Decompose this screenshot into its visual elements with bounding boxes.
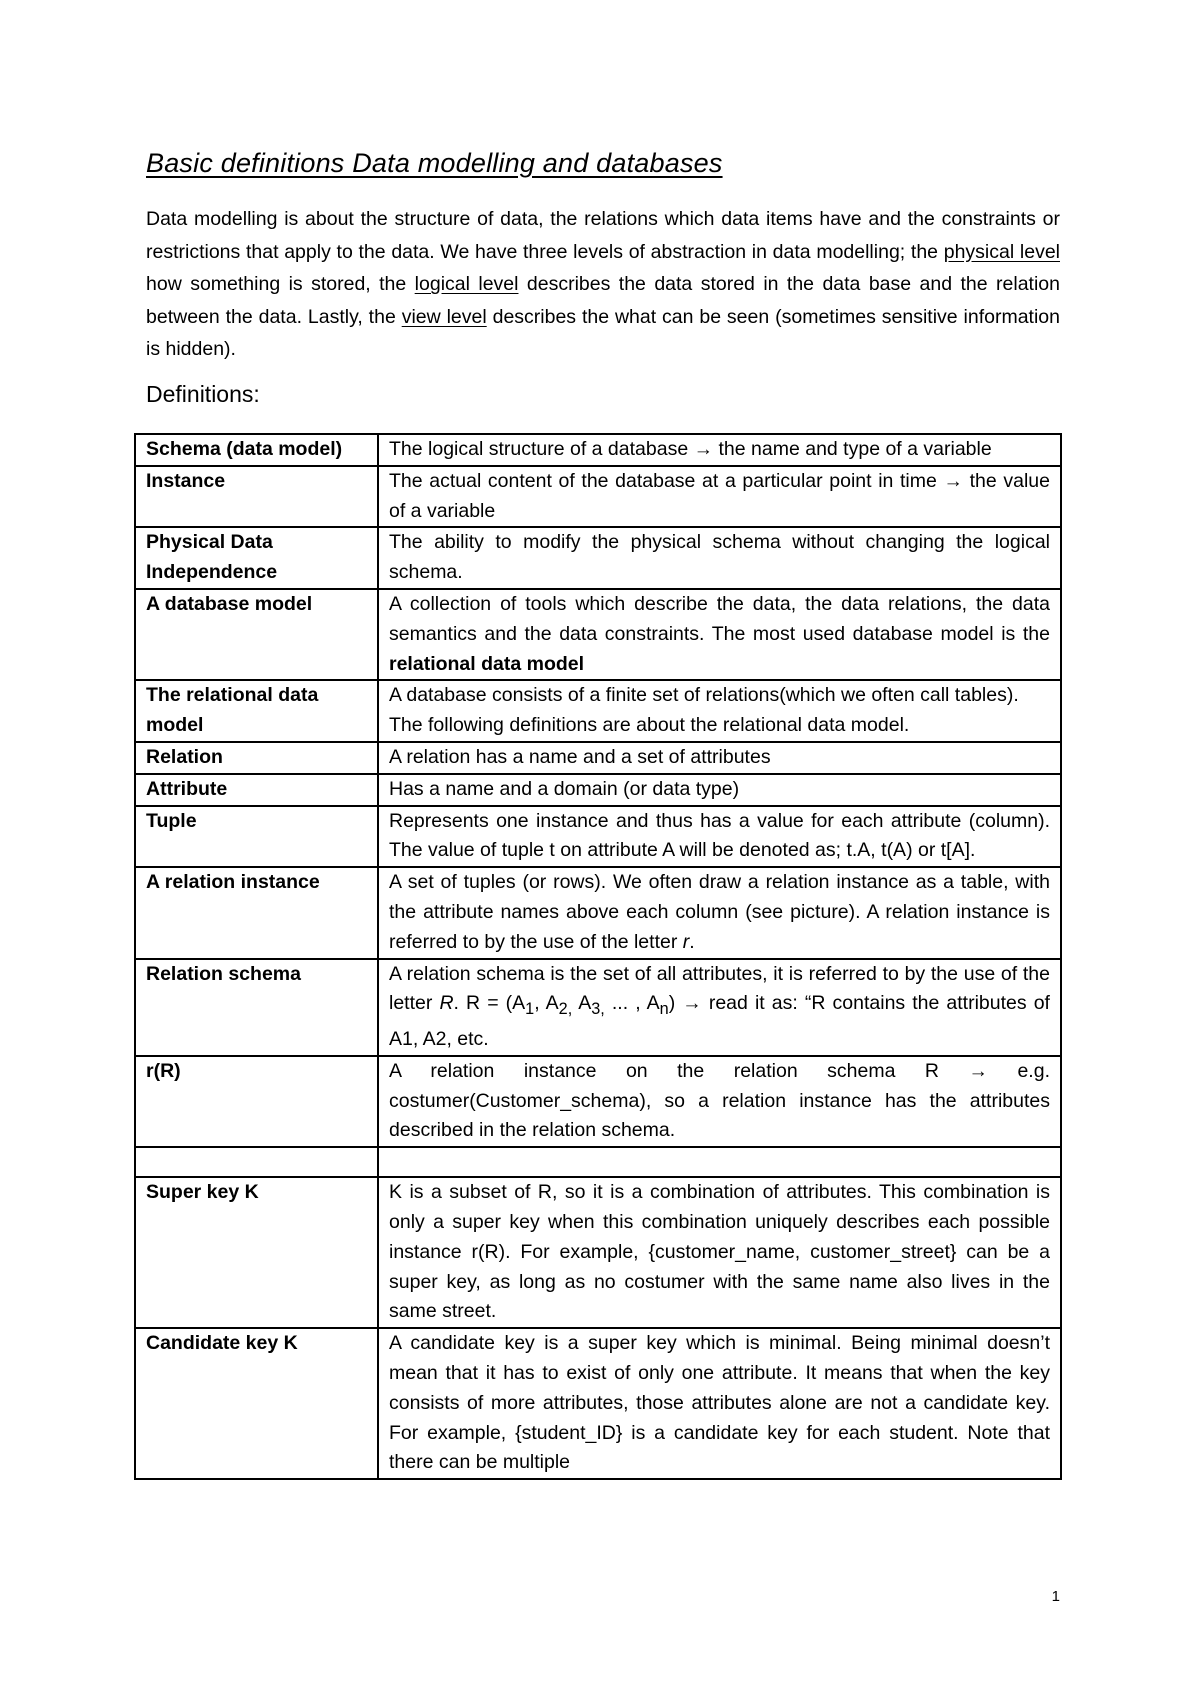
table-row	[135, 867, 1061, 958]
definition-text: . R = (A	[453, 992, 526, 1015]
definition-bold-text: relational data model	[389, 652, 585, 675]
definition-text: The logical structure of a database	[389, 438, 694, 460]
definition-cell: The ability to modify the physical schema without changing the logical schema.	[378, 527, 1061, 589]
term-cell: Schema (data model)	[135, 434, 378, 466]
definition-text: A	[572, 992, 592, 1015]
arrow-icon: →	[693, 438, 714, 460]
definition-text: the value of a variable	[389, 469, 1050, 522]
term-cell: Instance	[135, 466, 378, 528]
term-cell: Physical Data Independence	[135, 527, 378, 589]
table-row	[135, 589, 1061, 680]
definitions-heading: Definitions:	[146, 381, 260, 407]
definition-cell	[378, 680, 1061, 742]
subscript-text: 2,	[558, 1000, 573, 1019]
definition-cell	[378, 589, 1061, 680]
subscript-text: n	[659, 1000, 669, 1019]
definition-italic-text: R	[439, 992, 454, 1015]
table-row	[135, 806, 1061, 868]
term-cell: Relation schema	[135, 959, 378, 1056]
arrow-icon: →	[943, 469, 963, 492]
term-cell: Super key K	[135, 1177, 378, 1328]
definition-text: The actual content of the database at a particular point in time	[389, 469, 944, 492]
definition-cell	[378, 1147, 1061, 1177]
subscript-text: 3,	[591, 1000, 605, 1019]
definition-text: .	[689, 930, 695, 953]
definition-text: The following definitions are about the relational data model.	[389, 714, 910, 737]
table-row	[135, 466, 1061, 528]
view-level-term: view level	[401, 305, 487, 328]
table-row	[135, 1056, 1061, 1147]
definition-cell	[378, 867, 1061, 958]
definition-cell	[378, 1056, 1061, 1147]
page-number: 1	[1051, 1588, 1060, 1605]
definition-text: A set of tuples (or rows). We often draw a relation instance as a table, with the attribute names above each column (see picture). A relation instance is referred to by the use of the letter	[389, 871, 1050, 953]
definition-text: read it as: “R contains the attributes of A1, A2, etc.	[389, 992, 1050, 1051]
term-cell: A relation instance	[135, 867, 378, 958]
table-row	[135, 680, 1061, 742]
intro-text-1: Data modelling is about the structure of data, the relations which data items have and the constraints or restrictions that apply to the data. We have three levels of abstraction in data modelling; the	[146, 208, 1060, 263]
definition-text: A relation instance on the relation schema R	[389, 1059, 969, 1082]
arrow-icon: →	[968, 1059, 988, 1082]
term-cell: Tuple	[135, 806, 378, 868]
definition-text: )	[668, 992, 683, 1015]
term-cell	[135, 1147, 378, 1177]
intro-text-3: describes the data stored in the data base and the relation between the data. Lastly, the	[146, 273, 1060, 328]
definitions-table	[134, 433, 1062, 1480]
table-row-empty	[135, 1147, 1061, 1177]
term-cell: r(R)	[135, 1056, 378, 1147]
definition-italic-text: r	[682, 930, 690, 953]
definition-cell: K is a subset of R, so it is a combination of attributes. This combination is only a super key when this combination uniquely describes each possible instance r(R). For example, {customer_name, customer_street} can be a super key, as long as no costumer with the same name also lives in the same street.	[378, 1177, 1061, 1328]
table-row	[135, 434, 1061, 466]
definition-text: , A	[534, 992, 559, 1015]
table-row	[135, 1328, 1061, 1479]
table-row	[135, 527, 1061, 589]
definition-text: A collection of tools which describe the data, the data relations, the data semantics and the data constraints. The most used database model is the	[389, 592, 1050, 645]
definition-cell	[378, 434, 1061, 466]
definition-cell: A relation has a name and a set of attributes	[378, 742, 1061, 774]
table-row	[135, 742, 1061, 774]
definition-text: A relation schema is the set of all attributes, it is referred to by the use of the letter	[389, 962, 1050, 1015]
physical-level-term: physical level	[943, 240, 1060, 263]
term-cell: Relation	[135, 742, 378, 774]
definition-text: e.g. costumer(Customer_schema), so a relation instance has the attributes described in the relation schema.	[389, 1059, 1050, 1142]
term-cell: Attribute	[135, 774, 378, 806]
arrow-icon: →	[682, 992, 702, 1015]
table-row	[135, 774, 1061, 806]
logical-level-term: logical level	[414, 273, 519, 296]
intro-paragraph	[146, 203, 1060, 366]
definition-text: ... , A	[604, 992, 660, 1015]
definition-cell: Represents one instance and thus has a value for each attribute (column). The value of tuple t on attribute A will be denoted as; t.A, t(A) or t[A].	[378, 806, 1061, 868]
table-row	[135, 959, 1061, 1056]
intro-text-4: describes the what can be seen (sometimes sensitive information is hidden).	[146, 305, 1060, 361]
document-title: Basic definitions Data modelling and databases	[146, 148, 723, 178]
table-row	[135, 1177, 1061, 1328]
term-cell: A database model	[135, 589, 378, 680]
term-cell: The relational data model	[135, 680, 378, 742]
definition-cell	[378, 959, 1061, 1056]
definition-cell: Has a name and a domain (or data type)	[378, 774, 1061, 806]
definition-text: A database consists of a finite set of relations(which we often call tables).	[389, 684, 1019, 707]
intro-text-2: how something is stored, the	[146, 273, 415, 296]
definition-cell	[378, 466, 1061, 528]
definition-cell: A candidate key is a super key which is minimal. Being minimal doesn’t mean that it has to exist of only one attribute. It means that when the key consists of more attributes, those attributes alone are not a candidate key. For example, {student_ID} is a candidate key for each student. Note that there can be multiple	[378, 1328, 1061, 1479]
term-cell: Candidate key K	[135, 1328, 378, 1479]
subscript-text: 1	[525, 1000, 535, 1019]
definition-text: the name and type of a variable	[713, 438, 992, 460]
